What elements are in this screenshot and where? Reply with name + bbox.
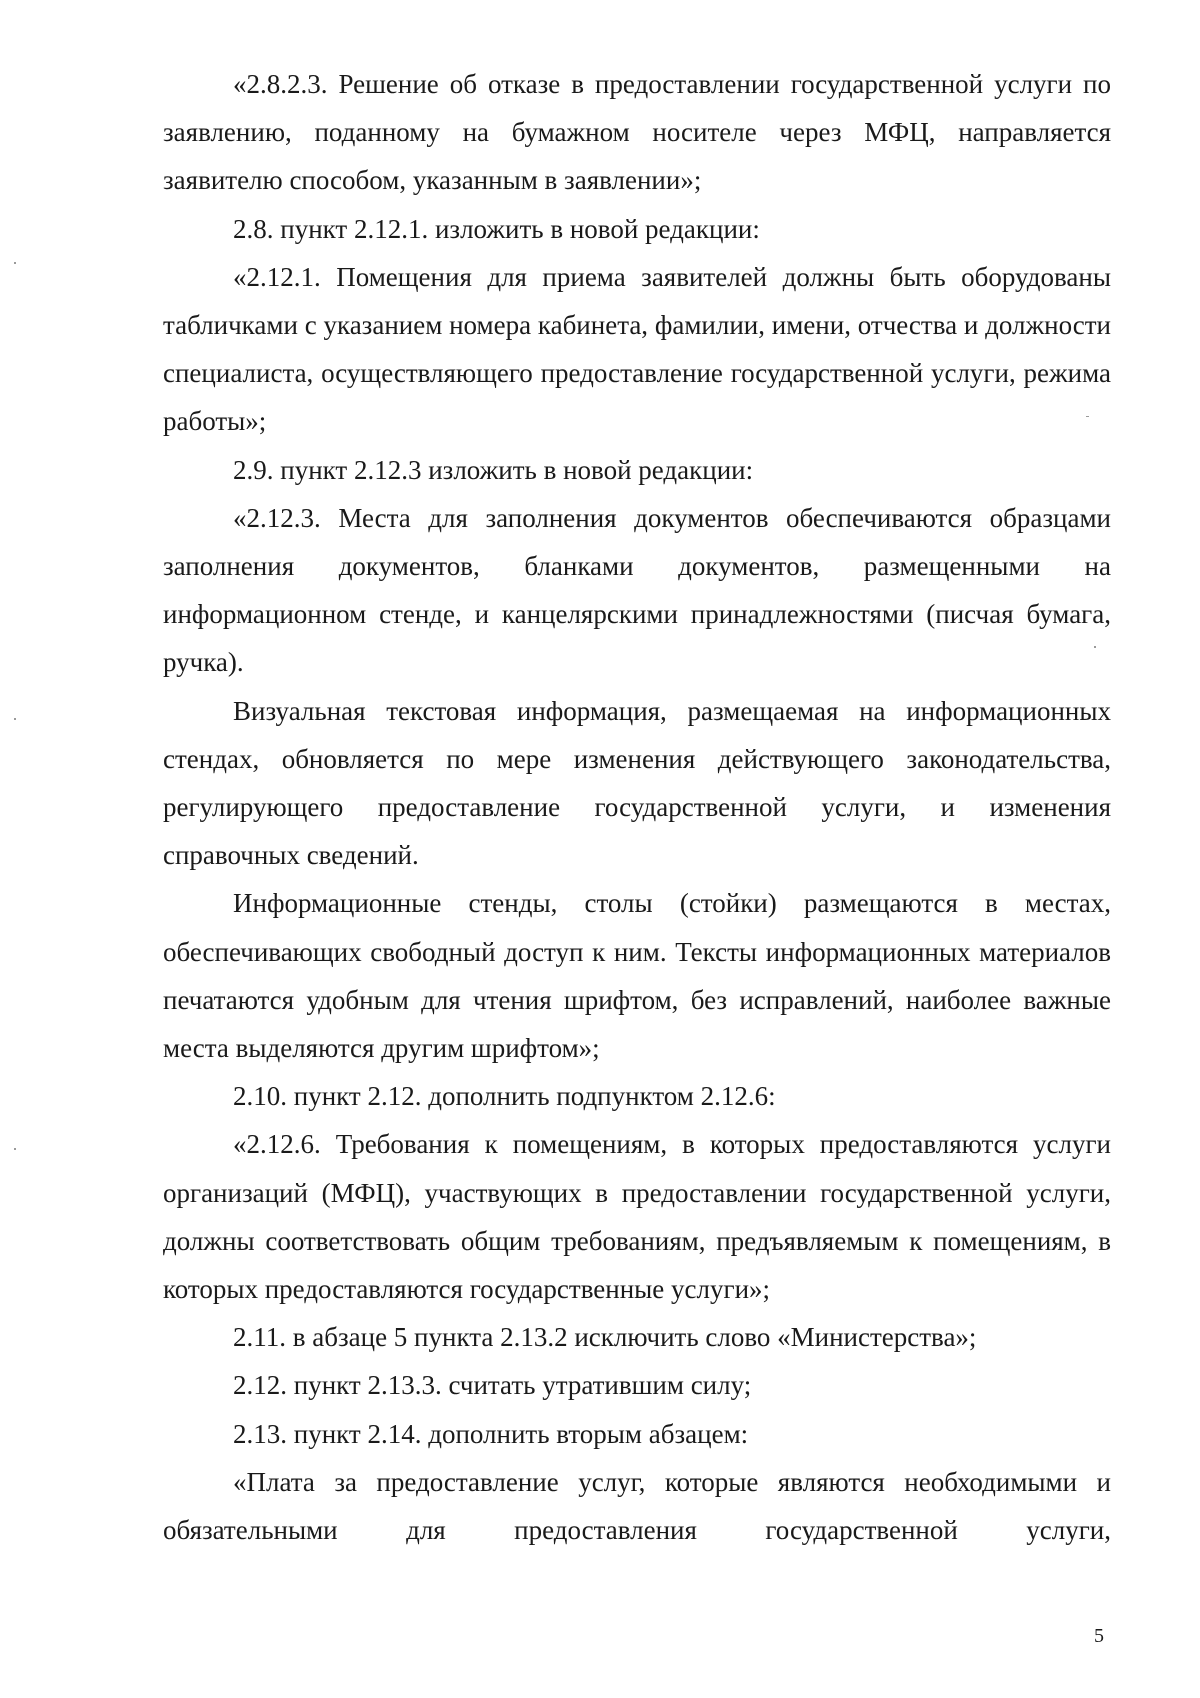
paragraph-amendment-2-13: 2.13. пункт 2.14. дополнить вторым абзацем: bbox=[233, 1418, 749, 1449]
scan-speck bbox=[14, 718, 16, 720]
paragraph-fee: «Плата за предоставление услуг, которые являются необходимыми и обязательными для предоставления государственной услуги, bbox=[163, 1466, 1111, 1546]
scan-speck bbox=[1086, 416, 1089, 417]
paragraph-amendment-2-10: 2.10. пункт 2.12. дополнить подпунктом 2.12.6: bbox=[233, 1081, 776, 1112]
paragraph-amendment-2-11: 2.11. в абзаце 5 пункта 2.13.2 исключить слово «Министерства»; bbox=[233, 1322, 977, 1353]
paragraph-info-stands: Информационные стенды, столы (стойки) размещаются в местах, обеспечивающих свободный доступ к ним. Тексты информационных материалов печатаются удобным для чтения шрифтом, без исправлений, наиболее важные места выделяются другим шрифтом»; bbox=[163, 888, 1111, 1064]
paragraph-visual-info: Визуальная текстовая информация, размещаемая на информационных стендах, обновляется по мере изменения действующего законодательства, регулирующего предоставление государственной услуги, и изменения справочных сведений. bbox=[163, 695, 1111, 871]
scan-speck bbox=[14, 262, 16, 264]
paragraph-2-12-6: «2.12.6. Требования к помещениям, в которых предоставляются услуги организаций (МФЦ), участвующих в предоставлении государственной услуги, должны соответствовать общим требованиям, предъявляемым к помещениям, в которых предоставляются государственные услуги»; bbox=[163, 1129, 1111, 1305]
scan-speck bbox=[14, 1148, 16, 1150]
paragraph-2-12-1: «2.12.1. Помещения для приема заявителей должны быть оборудованы табличками с указанием номера кабинета, фамилии, имени, отчества и должности специалиста, осуществляющего предоставление государственной услуги, режима работы»; bbox=[163, 261, 1111, 437]
paragraph-amendment-2-12: 2.12. пункт 2.13.3. считать утратившим силу; bbox=[233, 1370, 752, 1401]
paragraph-amendment-2-8: 2.8. пункт 2.12.1. изложить в новой редакции: bbox=[233, 213, 760, 244]
paragraph-amendment-2-9: 2.9. пункт 2.12.3 изложить в новой редакции: bbox=[233, 454, 754, 485]
scan-speck bbox=[1094, 646, 1096, 648]
document-body bbox=[163, 60, 1111, 1554]
paragraph-2-8-2-3: «2.8.2.3. Решение об отказе в предоставлении государственной услуги по заявлению, поданному на бумажном носителе через МФЦ, направляется заявителю способом, указанным в заявлении»; bbox=[163, 69, 1111, 196]
paragraph-2-12-3: «2.12.3. Места для заполнения документов обеспечиваются образцами заполнения документов, бланками документов, размещенными на информационном стенде, и канцелярскими принадлежностями (писчая бумага, ручка). bbox=[163, 502, 1111, 678]
page-number: 5 bbox=[1094, 1625, 1104, 1647]
